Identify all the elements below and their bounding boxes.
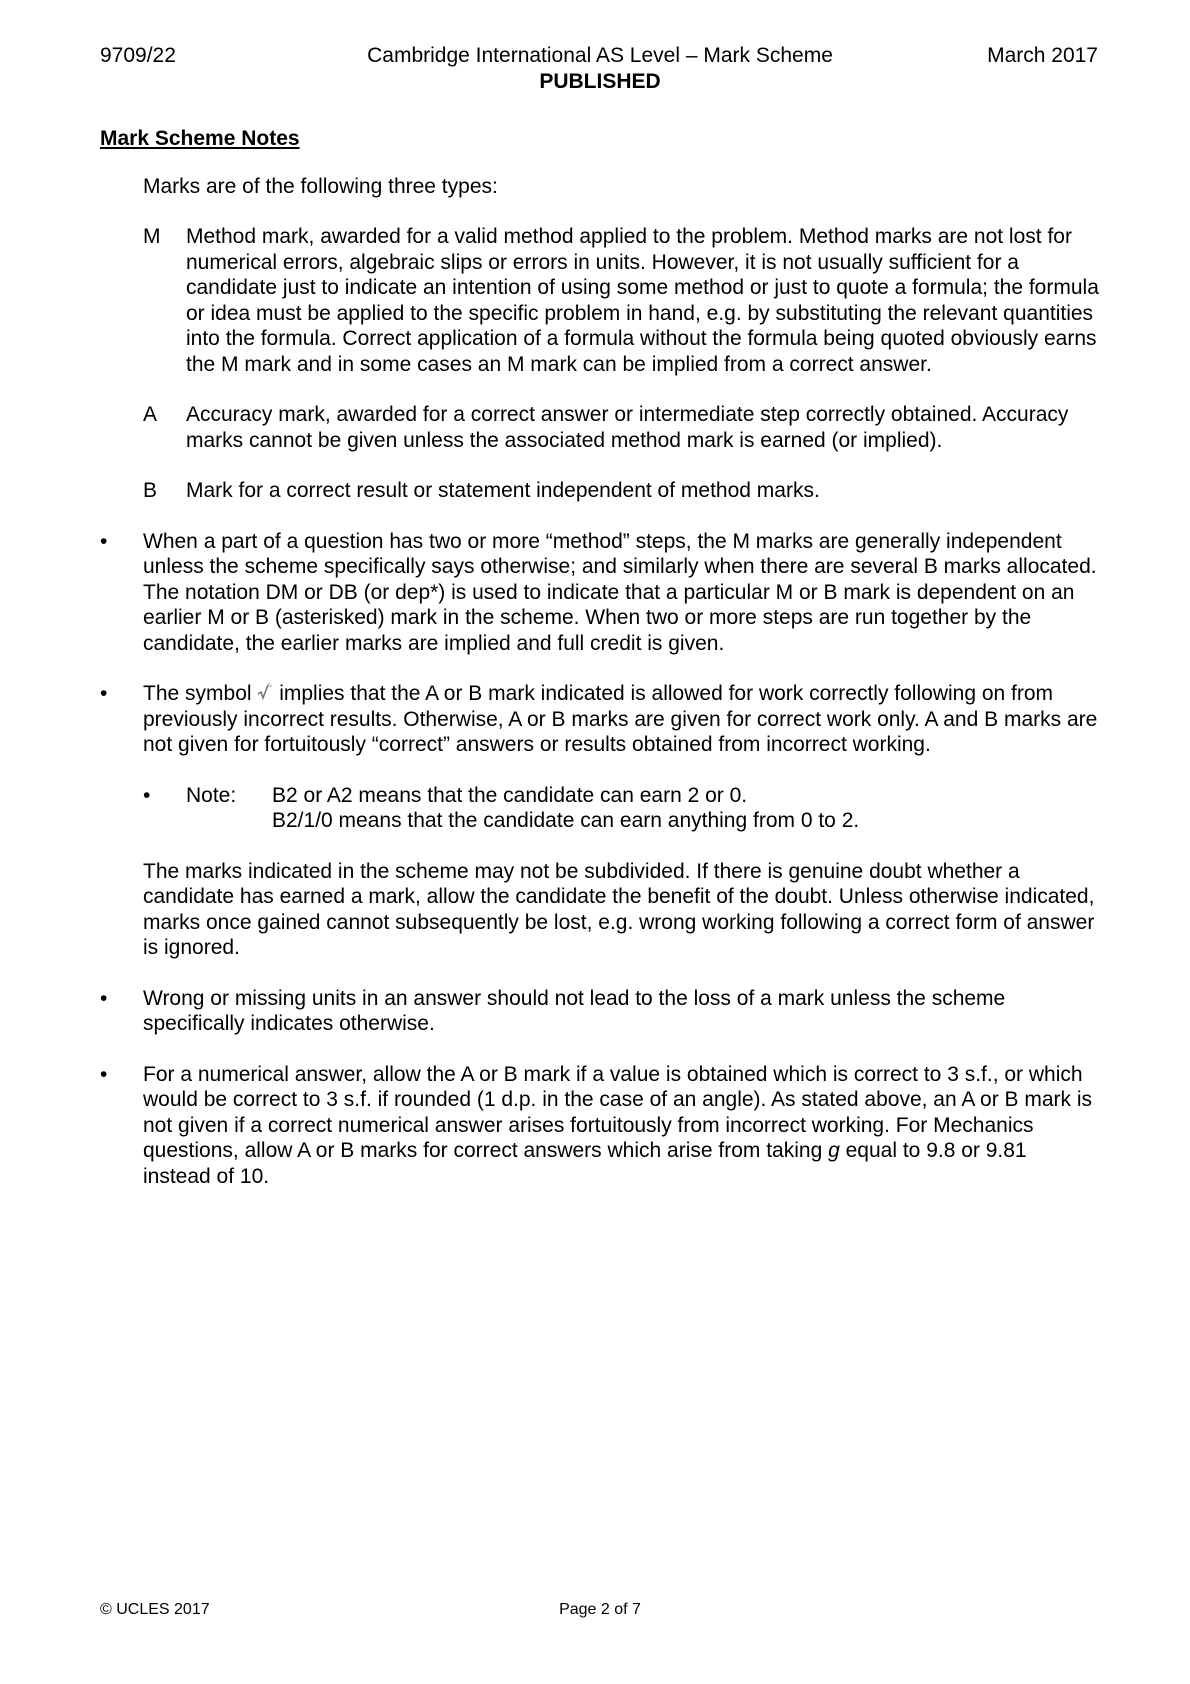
bullet-text: When a part of a question has two or more “method” steps, the M marks are generally independent unless the scheme specifically says otherwise; and similarly when there are several B marks allocated. The notation DM or DB (or dep*) is used to indicate that a particular M or B mark is dependent on an earlier M or B (asterisked) mark in the scheme. When two or more steps are run together by the candidate, the earlier marks are implied and full credit is given.	[143, 529, 1097, 655]
bullet-text	[143, 1062, 1100, 1190]
subdivided-text: The marks indicated in the scheme may not be subdivided. If there is genuine doubt whether a candidate has earned a mark, allow the candidate the benefit of the doubt. Unless otherwise indicated, marks once gained cannot subsequently be lost, e.g. wrong working following a correct form of answer is ignored.	[143, 859, 1095, 959]
bullet-text: Wrong or missing units in an answer should not lead to the loss of a mark unless the scheme specifically indicates otherwise.	[143, 986, 1006, 1035]
follow-through-tick-icon	[257, 682, 273, 702]
bullet-text-before: For a numerical answer, allow the A or B mark if a value is obtained which is correct to 3 s.f., or which would be correct to 3 s.f. if rounded (1 d.p. in the case of an angle). As stated above, an A or B mark is not given if a correct numerical answer arises fortuitously from incorrect working. For Mechanics questions, allow A or B marks for correct answers which arise from taking	[143, 1062, 1093, 1162]
mark-type-description: Method mark, awarded for a valid method applied to the problem. Method marks are not lost for numerical errors, algebraic slips or errors in units. However, it is not usually sufficient for a candidate just to indicate an intention of using some method or just to quote a formula; the formula or idea must be applied to the specific problem in hand, e.g. by substituting the relevant quantities into the formula. Correct application of a formula without the formula being quoted obviously earns the M mark and in some cases an M mark can be implied from a correct answer.	[186, 225, 1099, 376]
mark-type-letter: B	[143, 479, 158, 502]
bullet-text-after: equal to 9.8 or 9.81 instead of 10.	[143, 1139, 1027, 1188]
mark-type-description: Mark for a correct result or statement independent of method marks.	[186, 479, 820, 502]
bullet-text-after: implies that the A or B mark indicated is allowed for work correctly following on from previously incorrect results. Otherwise, A or B marks are given for correct work only. A and B marks are not given for fortuitously “correct” answers or results obtained from incorrect working.	[143, 682, 1098, 756]
mark-type-description: Accuracy mark, awarded for a correct answer or intermediate step correctly obtained. Accuracy marks cannot be given unless the associated method mark is earned (or implied).	[186, 403, 1069, 452]
bullet-units	[100, 986, 1100, 1037]
section-heading: Mark Scheme Notes	[100, 127, 300, 150]
note-line: B2 or A2 means that the candidate can earn 2 or 0.	[272, 783, 748, 807]
bullet-dot: •	[100, 529, 108, 553]
bullet-text	[143, 681, 1100, 758]
bullet-text-before: The symbol	[143, 682, 258, 705]
mark-type-letter: A	[143, 403, 158, 426]
bullet-dot: •	[100, 1062, 108, 1086]
note-lines	[272, 783, 1100, 834]
copyright: © UCLES 2017	[100, 1601, 210, 1618]
intro-text: Marks are of the following three types:	[143, 174, 498, 198]
bullet-dot: •	[143, 783, 151, 807]
bullet-method-steps	[100, 529, 1100, 657]
variable-g: g	[828, 1139, 840, 1162]
page-number: Page 2 of 7	[559, 1601, 641, 1618]
note-line: B2/1/0 means that the candidate can earn anything from 0 to 2.	[272, 809, 860, 832]
published-label: PUBLISHED	[539, 70, 661, 93]
mark-type-m	[143, 224, 1100, 377]
document-title: Cambridge International AS Level – Mark Scheme	[367, 44, 833, 67]
note-bullet	[143, 783, 1100, 834]
exam-date: March 2017	[987, 44, 1098, 67]
bullet-follow-through	[100, 681, 1100, 758]
mark-scheme-notes	[100, 126, 1100, 1214]
bullet-numerical	[100, 1062, 1100, 1190]
note-label: Note:	[186, 783, 237, 807]
mark-type-a	[143, 402, 1100, 453]
paper-code: 9709/22	[100, 44, 176, 67]
bullet-dot: •	[100, 682, 108, 705]
mark-type-b	[143, 478, 1100, 504]
bullet-dot: •	[100, 986, 108, 1010]
mark-type-letter: M	[143, 225, 161, 248]
